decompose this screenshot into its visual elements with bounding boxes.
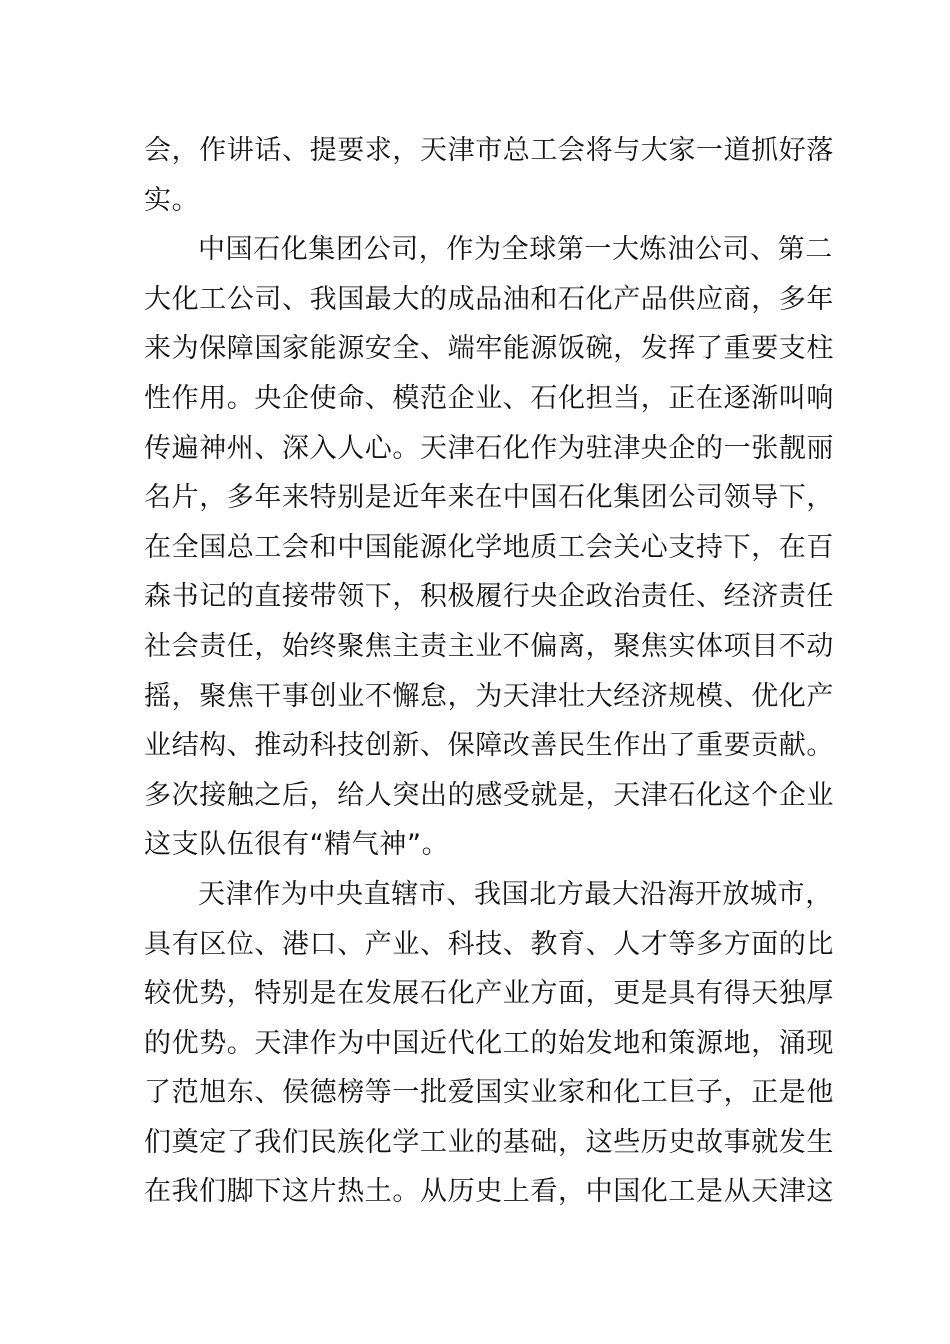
text-line: 传遍神州、深入人心。天津石化作为驻津央企的一张靓丽 xyxy=(144,432,834,464)
text-line: 中国石化集团公司，作为全球第一大炼油公司、第二 xyxy=(198,234,833,266)
text-line: 实。 xyxy=(144,184,200,216)
text-line: 性作用。央企使命、模范企业、石化担当，正在逐渐叫响 xyxy=(144,382,834,414)
text-line: 在我们脚下这片热土。从历史上看，中国化工是从天津这 xyxy=(144,1176,834,1208)
text-line: 多次接触之后，给人突出的感受就是，天津石化这个企业 xyxy=(144,779,834,811)
text-line: 名片，多年来特别是近年来在中国石化集团公司领导下， xyxy=(144,482,834,514)
text-line: 在全国总工会和中国能源化学地质工会关心支持下，在百 xyxy=(144,531,834,563)
text-line: 森书记的直接带领下，积极履行央企政治责任、经济责任 xyxy=(144,581,834,613)
text-line: 来为保障国家能源安全、端牢能源饭碗，发挥了重要支柱 xyxy=(144,333,834,365)
text-line: 摇，聚焦干事创业不懈怠，为天津壮大经济规模、优化产 xyxy=(144,680,834,712)
text-line: 这支队伍很有“精气神”。 xyxy=(144,829,450,861)
text-line: 了范旭东、侯德榜等一批爱国实业家和化工巨子，正是他 xyxy=(144,1077,834,1109)
text-line: 会，作讲话、提要求，天津市总工会将与大家一道抓好落 xyxy=(144,135,834,166)
document-body xyxy=(144,126,834,1217)
text-line: 天津作为中央直辖市、我国北方最大沿海开放城市， xyxy=(198,878,833,910)
text-line: 大化工公司、我国最大的成品油和石化产品供应商，多年 xyxy=(144,283,834,315)
text-line: 较优势，特别是在发展石化产业方面，更是具有得天独厚 xyxy=(144,978,834,1010)
text-line: 的优势。天津作为中国近代化工的始发地和策源地，涌现 xyxy=(144,1027,834,1059)
text-line: 具有区位、港口、产业、科技、教育、人才等多方面的比 xyxy=(144,928,834,960)
text-line: 们奠定了我们民族化学工业的基础，这些历史故事就发生 xyxy=(144,1126,834,1158)
text-line: 业结构、推动科技创新、保障改善民生作出了重要贡献。 xyxy=(144,730,834,762)
text-line: 社会责任，始终聚焦主责主业不偏离，聚焦实体项目不动 xyxy=(144,630,834,662)
